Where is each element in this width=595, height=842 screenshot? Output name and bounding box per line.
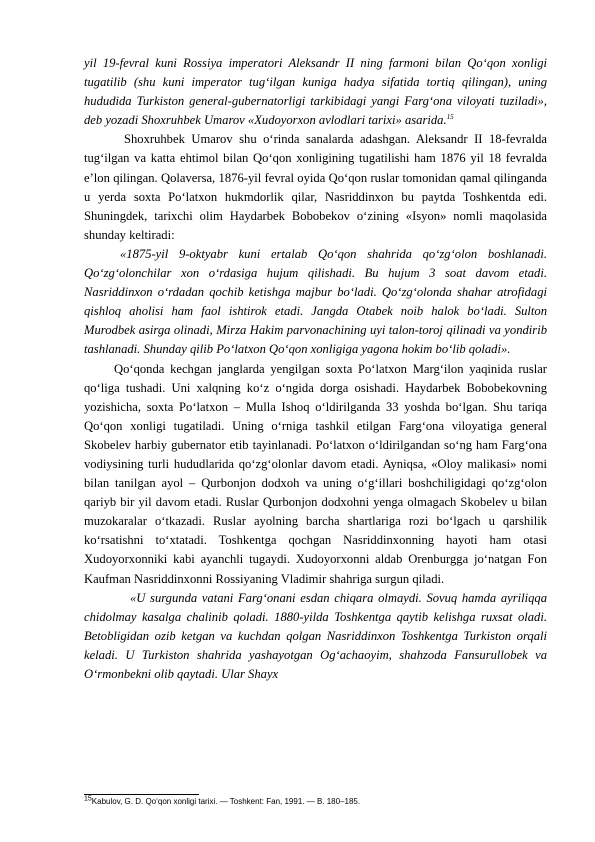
footnote-reference[interactable]: 15 <box>446 113 454 122</box>
paragraph-quote-end <box>84 54 547 130</box>
footnote-divider <box>84 794 199 795</box>
footnote-text: Kabulov, G. D. Qo‘qon xonligi tarixi. — Toshkent: Fan, 1991. — B. 180–185. <box>91 797 361 806</box>
paragraph-umarov-dates: Shoxruhbek Umarov shu o‘rinda sanalarda adashgan. Aleksandr II 18-fevralda tug‘ilgan va katta ehtimol bilan Qo‘qon xonligining tugatilishi ham 1876 yil 18 fevralda e’lon qilingan. Qolaversa, 1876-yil fevral oyida Qo‘qon ruslar tomonidan qamal qilinganda u yerda soxta Po‘latxon hukmdorlik qilar, Nasriddinxon bu paytda Toshkentda edi. Shuningdek, tarixchi olim Haydarbek Bobobekov o‘zining «Isyon» nomli maqolasida shunday keltiradi: <box>84 132 547 242</box>
paragraph-quote-bobobekov: «1875-yil 9-oktyabr kuni ertalab Qo‘qon shahrida qo‘zg‘olon boshlanadi. Qo‘zg‘olonchilar xon o‘rdasiga hujum qilishadi. Bu hujum 3 soat davom etadi. Nasriddinxon o‘rdadan qochib ketishga majbur bo‘ladi. Qo‘zg‘olonda shahar atrofidagi qishloq aholisi ham faol ishtirok etadi. Jangda Otabek noib halok bo‘ladi. Sulton Murodbek asirga olinadi, Mirza Hakim parvonachining uyi talon-toroj qilinadi va yondirib tashlanadi. Shunday qilib Po‘latxon Qo‘qon xonligiga yagona hokim bo‘lib qoladi». <box>84 246 547 357</box>
footnote <box>84 797 547 807</box>
page-body <box>84 54 547 684</box>
paragraph-text: yil 19-fevral kuni Rossiya imperatori Aleksandr II ning farmoni bilan Qo‘qon xonligi tugatilib (shu kuni imperator tug‘ilgan kuniga hadya sifatida tortiq qilingan), uning hududida Turkiston general-gubernatorligi tarkibidagi yangi Farg‘ona viloyati tuziladi», deb yozadi Shoxruhbek Umarov «Xudoyorxon avlodlari tarixi» asarida. <box>84 56 547 128</box>
footnote-number: 15 <box>84 795 92 803</box>
paragraph-quote-nasriddinxon: «U surgunda vatani Farg‘onani esdan chiqara olmaydi. Sovuq hamda ayriliqqa chidolmay kasalga chalinib qoladi. 1880-yilda Toshkentga qaytib kelishga ruxsat oladi. Betobligidan ozib ketgan va kuchdan qolgan Nasriddinxon Toshkentga Turkiston orqali keladi. U Turkiston shahrida yashayotgan Og‘achaoyim, shahzoda Fansurullobek va O‘rmonbekni olib qaytadi. Ular Shayx <box>84 590 547 681</box>
paragraph-kokand-fall: Qo‘qonda kechgan janglarda yengilgan soxta Po‘latxon Marg‘ilon yaqinida ruslar qo‘liga tushadi. Uni xalqning ko‘z o‘ngida dorga osishadi. Haydarbek Bobobekovning yozishicha, soxta Po‘latxon – Mulla Ishoq o‘ldirilganda 33 yoshda bo‘lgan. Shu tariqa Qo‘qon xonligi tugatiladi. Uning o‘rniga tashkil etilgan Farg‘ona viloyatiga general Skobelev harbiy gubernator etib tayinlanadi. Po‘latxon o‘ldirilgandan so‘ng ham Farg‘ona vodiysining turli hududlarida qo‘zg‘olonlar davom etadi. Ayniqsa, «Oloy malikasi» nomi bilan tanilgan ayol – Qurbonjon dodxoh va uning o‘g‘illari boshchiligidagi qo‘zg‘olon qariyb bir yil davom etadi. Ruslar Qurbonjon dodxohni yenga olmagach Skobelev u bilan muzokaralar o‘tkazadi. Ruslar ayolning barcha shartlariga rozi bo‘lgach u qarshilik ko‘rsatishni to‘xtatadi. Toshkentga qochgan Nasriddinxonning hayoti ham otasi Xudoyorxonniki kabi ayanchli tugaydi. Xudoyorxonni aldab Orenburgga jo‘natgan Fon Kaufman Nasriddinxonni Rossiyaning Vladimir shahriga surgun qiladi. <box>84 361 547 586</box>
